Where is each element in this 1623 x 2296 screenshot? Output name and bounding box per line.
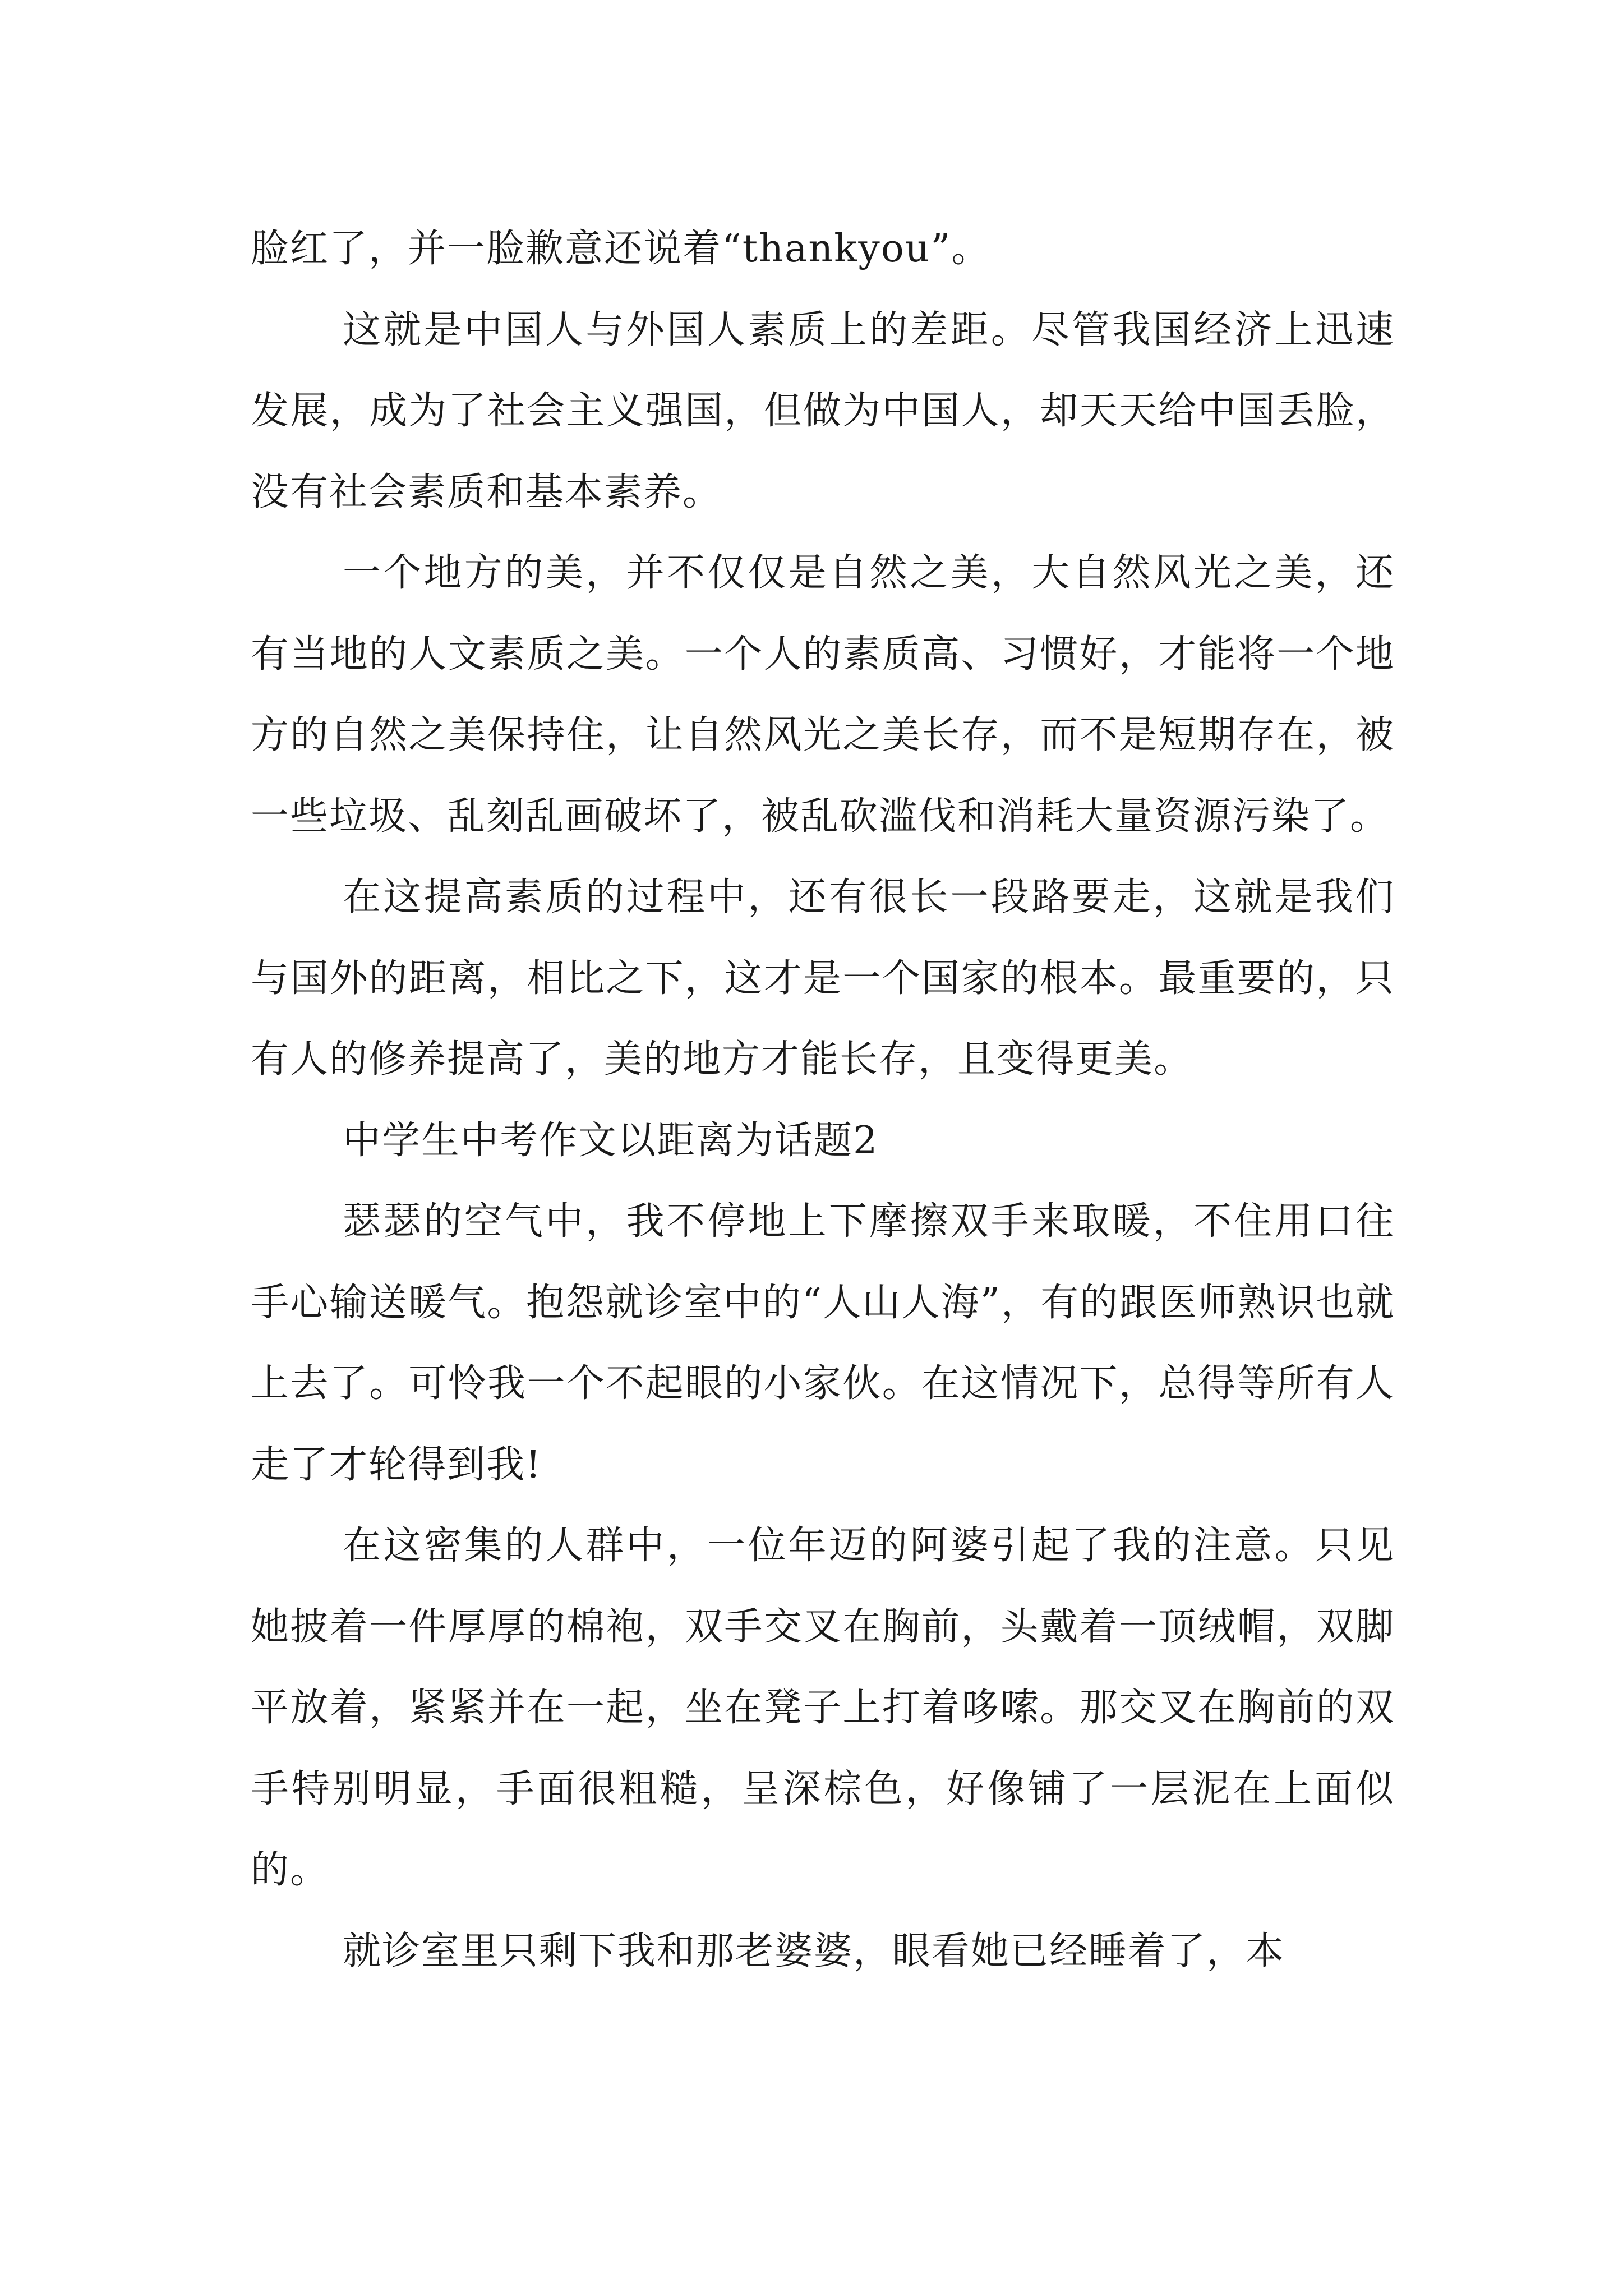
body-text bbox=[251, 209, 1395, 1992]
section-heading: 中学生中考作文以距离为话题2 bbox=[343, 1118, 879, 1163]
paragraph-1: 脸红了，并一脸歉意还说着“thankyou”。 bbox=[251, 227, 991, 271]
paragraph-4: 在这提高素质的过程中，还有很长一段路要走，这就是我们与国外的距离，相比之下，这才是一个国家的根本。最重要的，只有人的修养提高了，美的地方才能长存，且变得更美。 bbox=[251, 875, 1395, 1082]
paragraph-7: 就诊室里只剩下我和那老婆婆，眼看她已经睡着了，本 bbox=[343, 1929, 1285, 1973]
paragraph-3: 一个地方的美，并不仅仅是自然之美，大自然风光之美，还有当地的人文素质之美。一个人的素质高、习惯好，才能将一个地方的自然之美保持住，让自然风光之美长存，而不是短期存在，被一些垃圾、乱刻乱画破坏了，被乱砍滥伐和消耗大量资源污染了。 bbox=[251, 551, 1395, 839]
paragraph-2: 这就是中国人与外国人素质上的差距。尽管我国经济上迅速发展，成为了社会主义强国，但做为中国人，却天天给中国丢脸，没有社会素质和基本素养。 bbox=[251, 307, 1395, 514]
paragraph-5: 瑟瑟的空气中，我不停地上下摩擦双手来取暖，不住用口往手心输送暖气。抱怨就诊室中的“人山人海”，有的跟医师熟识也就上去了。可怜我一个不起眼的小家伙。在这情况下，总得等所有人走了才轮得到我! bbox=[251, 1199, 1395, 1487]
paragraph-6: 在这密集的人群中，一位年迈的阿婆引起了我的注意。只见她披着一件厚厚的棉袍，双手交叉在胸前，头戴着一顶绒帽，双脚平放着，紧紧并在一起，坐在凳子上打着哆嗦。那交叉在胸前的双手特别明显，手面很粗糙，呈深棕色，好像铺了一层泥在上面似的。 bbox=[251, 1524, 1395, 1892]
